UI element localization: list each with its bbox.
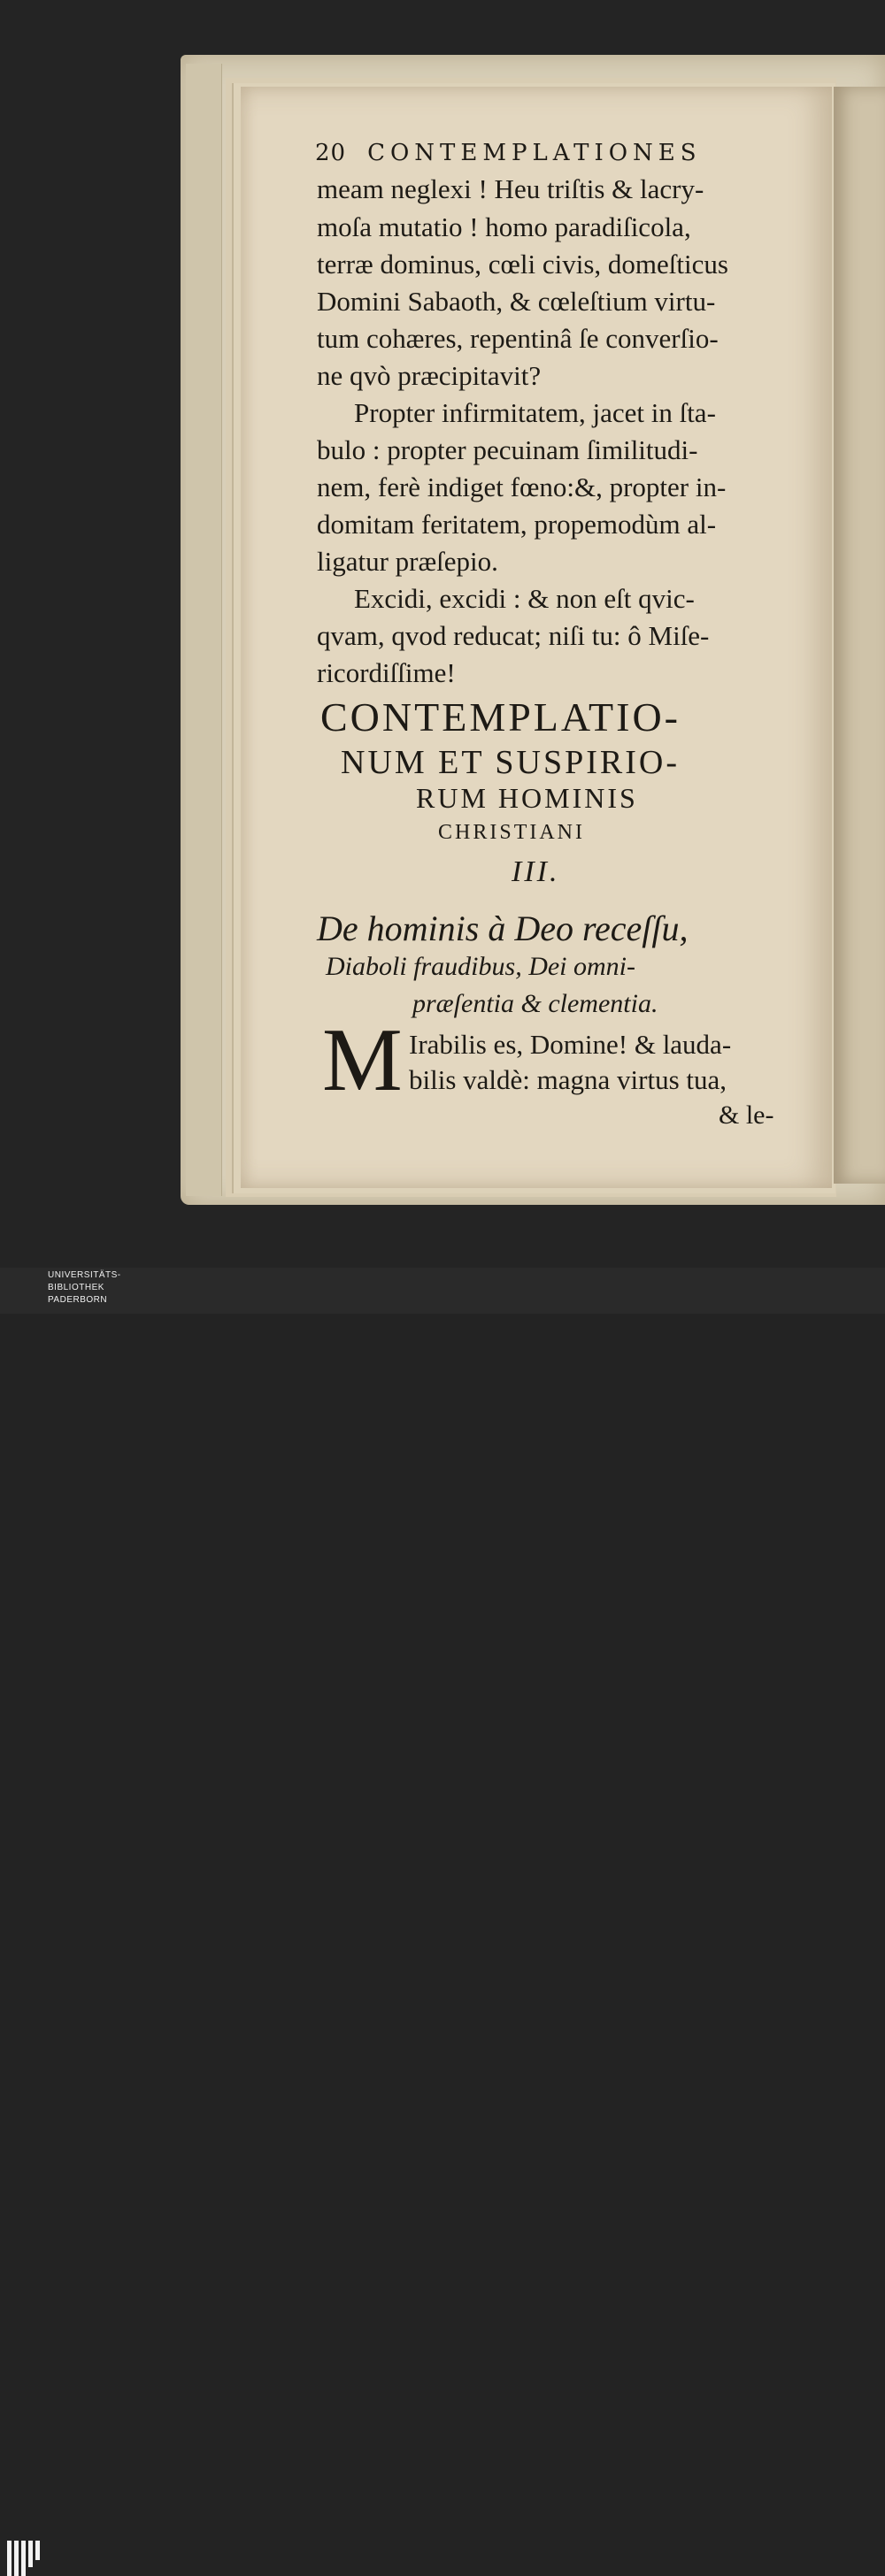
text-line: Irabilis es, Domine! & lauda- bbox=[409, 1029, 732, 1060]
text-line: bulo : propter pecuinam ſimilitudi- bbox=[317, 434, 698, 465]
section-number: III. bbox=[512, 855, 560, 888]
text-line: bilis valdè: magna virtus tua, bbox=[409, 1064, 727, 1095]
library-name-line: UNIVERSITÄTS- bbox=[48, 1270, 121, 1280]
library-name-line: BIBLIOTHEK bbox=[48, 1283, 104, 1292]
text-line: Excidi, excidi : & non eſt qvic- bbox=[354, 583, 695, 614]
library-logo-icon bbox=[7, 2541, 41, 2576]
section-subtitle: Diaboli fraudibus, Dei omni- bbox=[326, 952, 635, 981]
library-name-line: PADERBORN bbox=[48, 1295, 108, 1305]
text-line: moſa mutatio ! homo paradiſicola, bbox=[317, 211, 691, 242]
running-header bbox=[315, 140, 702, 166]
text-line: nem, ferè indiget fœno:&, propter in- bbox=[317, 472, 727, 502]
section-subtitle: De hominis à Deo receſſu, bbox=[317, 908, 689, 948]
facing-page-edge bbox=[834, 87, 885, 1184]
text-line: ricordiſſime! bbox=[317, 657, 456, 688]
text-line: ligatur præſepio. bbox=[317, 546, 498, 577]
text-line: domitam feritatem, propemodùm al- bbox=[317, 509, 717, 540]
text-line: meam neglexi ! Heu triſtis & lacry- bbox=[317, 173, 704, 204]
book-scan bbox=[0, 0, 885, 1268]
page-number: 20 bbox=[315, 140, 347, 166]
drop-cap: M bbox=[322, 1010, 403, 1110]
library-footer bbox=[0, 1268, 885, 1314]
catchword: & le- bbox=[719, 1100, 774, 1130]
section-subtitle: præſentia & clementia. bbox=[412, 989, 658, 1018]
section-heading: CONTEMPLATIO- bbox=[320, 694, 681, 740]
text-line: Propter infirmitatem, jacet in ſta- bbox=[354, 397, 716, 428]
running-title: CONTEMPLATIONES bbox=[367, 140, 702, 166]
text-line: qvam, qvod reducat; niſi tu: ô Miſe- bbox=[317, 620, 710, 651]
text-line: ne qvò præcipitavit? bbox=[317, 360, 542, 391]
section-heading: CHRISTIANI bbox=[438, 821, 585, 844]
text-line: tum cohæres, repentinâ ſe converſio- bbox=[317, 323, 719, 354]
section-heading: RUM HOMINIS bbox=[416, 782, 638, 814]
section-heading: NUM ET SUSPIRIO- bbox=[341, 744, 681, 781]
text-line: Domini Sabaoth, & cœleſtium virtu- bbox=[317, 286, 716, 317]
cover-edge bbox=[186, 64, 222, 1196]
text-line: terræ dominus, cœli civis, domeſticus bbox=[317, 249, 728, 280]
